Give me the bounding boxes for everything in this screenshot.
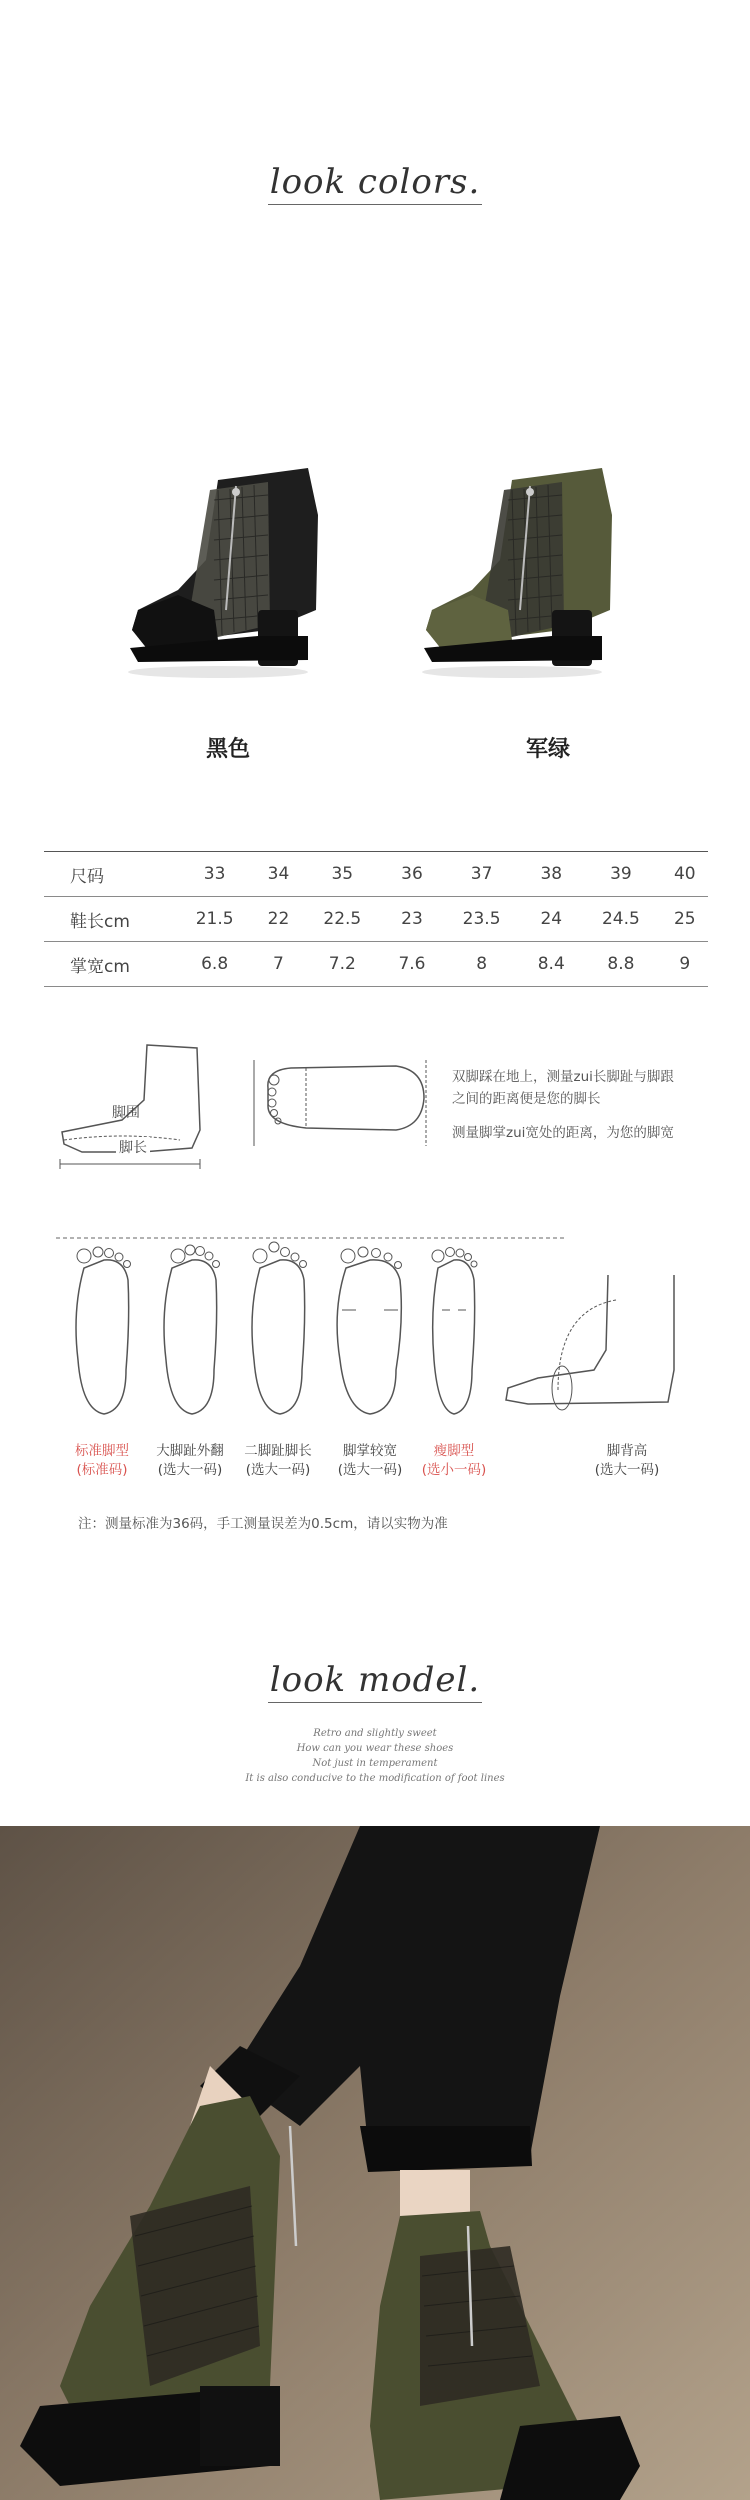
foot-circumference-label: 脚围 xyxy=(112,1105,140,1121)
table-cell: 40 xyxy=(662,852,708,897)
table-cell: 36 xyxy=(383,852,441,897)
table-cell: 23.5 xyxy=(441,897,522,942)
measurement-note: 注：测量标准为36码，手工测量误差为0.5cm，请以实物为准 xyxy=(78,1516,448,1532)
foot-length-label: 脚长 xyxy=(116,1137,150,1157)
table-cell: 37 xyxy=(441,852,522,897)
model-photo[interactable] xyxy=(0,1826,750,2500)
table-row xyxy=(44,852,708,897)
table-cell: 7.6 xyxy=(383,942,441,987)
high-instep-foot-icon xyxy=(498,1270,688,1420)
measure-length-text-1: 双脚踩在地上，测量zui长脚趾与脚跟 xyxy=(452,1069,674,1085)
row-header: 掌宽cm xyxy=(44,942,174,987)
table-cell: 34 xyxy=(255,852,301,897)
table-cell: 33 xyxy=(174,852,255,897)
black-boot-image[interactable] xyxy=(118,460,328,685)
model-subtitle-4: It is also conducive to the modification of foot lines xyxy=(245,1773,505,1784)
slim-foot-icon xyxy=(418,1240,488,1420)
foot-type-slim: 瘦脚型 (选小一码) xyxy=(421,1443,487,1478)
foot-type-standard: 标准脚型 (标准码) xyxy=(75,1443,129,1478)
foot-type-second-toe: 二脚趾脚长 (选大一码) xyxy=(244,1443,312,1478)
table-cell: 35 xyxy=(302,852,383,897)
table-row xyxy=(44,942,708,987)
row-header: 鞋长cm xyxy=(44,897,174,942)
bunion-foot-icon xyxy=(152,1240,228,1420)
table-cell: 8 xyxy=(441,942,522,987)
measure-length-text-2: 之间的距离便是您的脚长 xyxy=(452,1091,601,1107)
foot-type-wide: 脚掌较宽 (选大一码) xyxy=(337,1443,403,1478)
color-label-black: 黑色 xyxy=(206,737,251,762)
table-cell: 7 xyxy=(255,942,301,987)
wide-foot-icon xyxy=(328,1240,412,1420)
measure-width-text: 测量脚掌zui宽处的距离，为您的脚宽 xyxy=(452,1125,674,1141)
colors-section-title: look colors. xyxy=(0,162,750,205)
table-cell: 8.8 xyxy=(580,942,661,987)
table-cell: 9 xyxy=(662,942,708,987)
table-cell: 25 xyxy=(662,897,708,942)
model-section-title: look model. xyxy=(0,1660,750,1703)
table-cell: 7.2 xyxy=(302,942,383,987)
table-cell: 39 xyxy=(580,852,661,897)
table-cell: 24.5 xyxy=(580,897,661,942)
table-cell: 8.4 xyxy=(522,942,580,987)
model-subtitle-1: Retro and slightly sweet xyxy=(313,1728,437,1739)
foot-type-high-instep: 脚背高 (选大一码) xyxy=(594,1443,660,1478)
foot-type-bunion: 大脚趾外翻 (选大一码) xyxy=(156,1443,224,1478)
table-cell: 22 xyxy=(255,897,301,942)
table-cell: 24 xyxy=(522,897,580,942)
color-label-olive: 军绿 xyxy=(526,737,571,762)
second-toe-foot-icon xyxy=(240,1240,316,1420)
table-cell: 22.5 xyxy=(302,897,383,942)
row-header: 尺码 xyxy=(44,852,174,897)
model-subtitle-3: Not just in temperament xyxy=(312,1758,438,1769)
foot-sole-diagram xyxy=(246,1058,436,1148)
model-subtitle-2: How can you wear these shoes xyxy=(296,1743,454,1754)
table-cell: 38 xyxy=(522,852,580,897)
table-cell: 6.8 xyxy=(174,942,255,987)
table-row xyxy=(44,897,708,942)
table-cell: 21.5 xyxy=(174,897,255,942)
table-cell: 23 xyxy=(383,897,441,942)
standard-foot-icon xyxy=(64,1240,140,1420)
size-table xyxy=(44,851,708,987)
olive-boot-image[interactable] xyxy=(412,460,622,685)
